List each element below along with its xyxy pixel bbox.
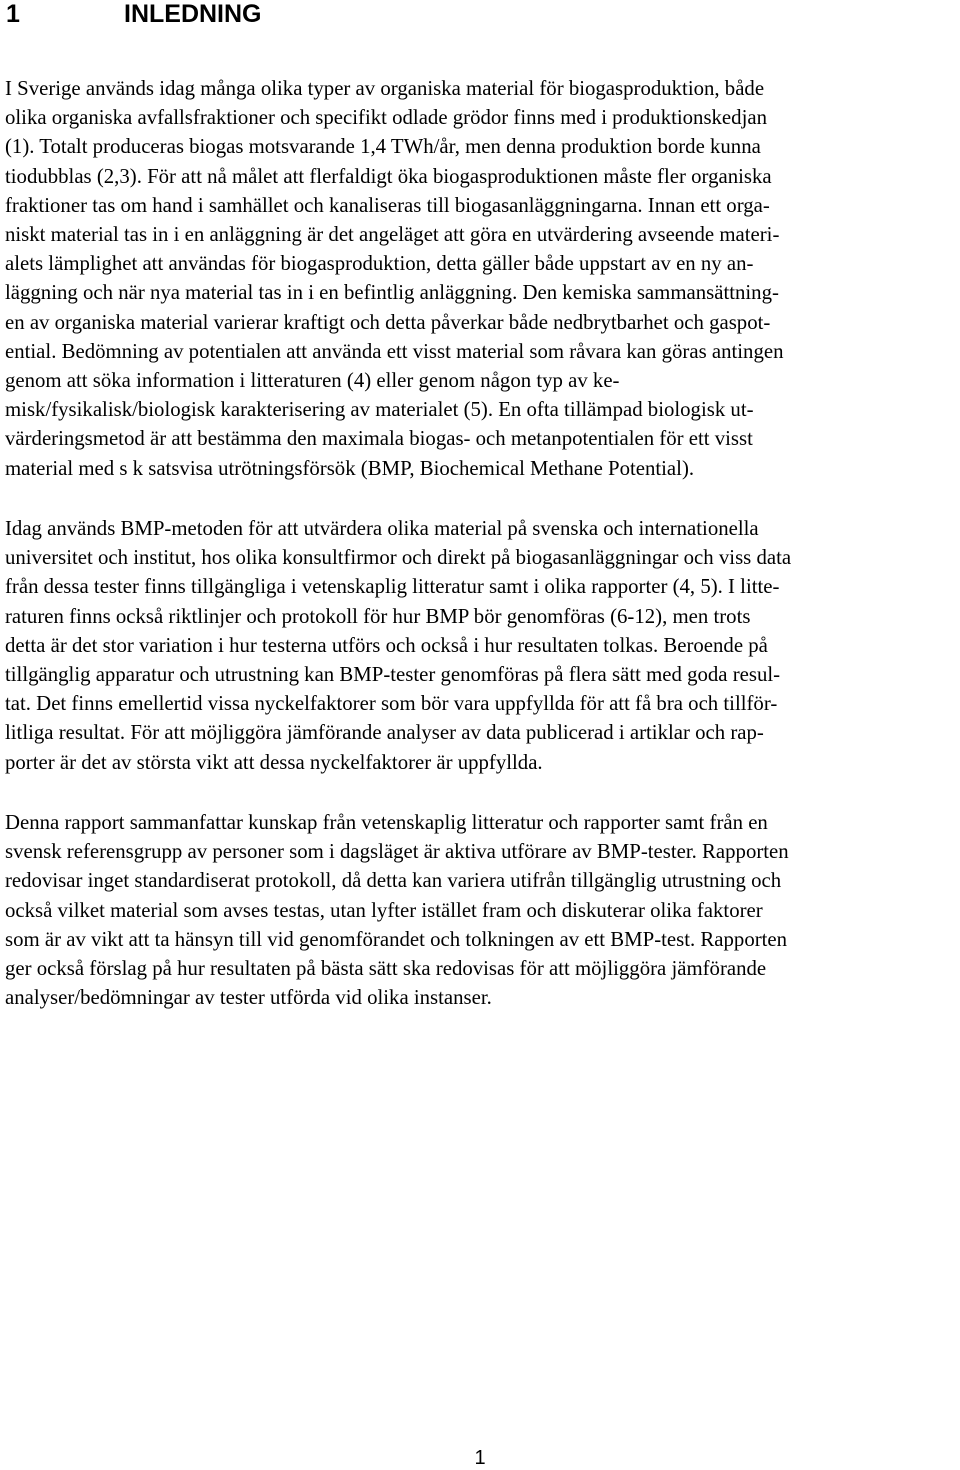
text-line: Idag används BMP-metoden för att utvärdera olika material på svenska och internationella: [5, 517, 759, 540]
text-line: I Sverige används idag många olika typer av organiska material för biogasproduktion, både: [5, 77, 765, 100]
chapter-title: INLEDNING: [124, 0, 262, 28]
chapter-heading: [6, 0, 262, 32]
text-line: detta är det stor variation i hur testerna utförs och också i hur resultaten tolkas. Beroende på: [5, 633, 768, 657]
text-line: fraktioner tas om hand i samhället och kanaliseras till biogasanläggningarna. Innan ett orga-: [5, 193, 770, 217]
text-line: också vilket material som avses testas, utan lyfter istället fram och diskuterar olika faktorer: [5, 898, 763, 922]
text-line: en av organiska material varierar kraftigt och detta påverkar både nedbrytbarhet och gaspot-: [5, 310, 771, 334]
text-line: alets lämplighet att användas för biogasproduktion, detta gäller både uppstart av en ny an-: [5, 252, 754, 276]
text-line: ger också förslag på hur resultaten på bästa sätt ska redovisas för att möjliggöra jämförande: [5, 957, 767, 981]
text-line: misk/fysikalisk/biologisk karakterisering av materialet (5). En ofta tillämpad biologisk ut-: [5, 398, 754, 422]
text-line: genom att söka information i litteraturen (4) eller genom någon typ av ke-: [5, 369, 620, 393]
text-line: från dessa tester finns tillgängliga i vetenskaplig litteratur samt i olika rapporter (4, 5). I litte-: [5, 575, 780, 599]
text-line: som är av vikt att ta hänsyn till vid genomförandet och tolkningen av ett BMP-test. Rapporten: [5, 927, 788, 951]
text-line: analyser/bedömningar av tester utförda vid olika instanser.: [5, 986, 492, 1010]
text-line: porter är det av största vikt att dessa nyckelfaktorer är uppfyllda.: [5, 750, 543, 774]
text-line: Denna rapport sammanfattar kunskap från vetenskaplig litteratur och rapporter samt från en: [5, 811, 768, 834]
text-line: universitet och institut, hos olika konsultfirmor och direkt på biogasanläggningar och viss data: [5, 546, 792, 570]
text-line: raturen finns också riktlinjer och protokoll för hur BMP bör genomföras (6-12), men trots: [5, 604, 751, 628]
paragraph-3: [5, 808, 955, 1012]
text-line: litliga resultat. För att möjliggöra jämförande analyser av data publicerad i artiklar och rap-: [5, 721, 764, 745]
chapter-number: 1: [6, 0, 20, 28]
paragraph-1: [5, 74, 955, 483]
text-line: värderingsmetod är att bestämma den maximala biogas- och metanpotentialen för ett visst: [5, 427, 753, 451]
text-line: (1). Totalt produceras biogas motsvarande 1,4 TWh/år, men denna produktion borde kunna: [5, 135, 761, 159]
text-line: tillgänglig apparatur och utrustning kan BMP-tester genomföras på flera sätt med goda resul-: [5, 663, 781, 687]
text-line: niskt material tas in i en anläggning är det angeläget att göra en utvärdering avseende materi-: [5, 223, 780, 247]
text-line: tiodubblas (2,3). För att nå målet att flerfaldigt öka biogasproduktionen måste fler organiska: [5, 164, 772, 188]
text-line: olika organiska avfallsfraktioner och specifikt odlade grödor finns med i produktionskedjan: [5, 106, 767, 130]
text-line: tat. Det finns emellertid vissa nyckelfaktorer som bör vara uppfyllda för att få bra och tillför-: [5, 692, 778, 716]
text-line: redovisar inget standardiserat protokoll, då detta kan variera utifrån tillgänglig utrustning och: [5, 869, 782, 893]
page-number: 1: [474, 1447, 486, 1469]
text-line: läggning och när nya material tas in i en befintlig anläggning. Den kemiska sammansättning-: [5, 281, 779, 305]
paragraph-2: [5, 514, 955, 777]
text-line: material med s k satsvisa utrötningsförsök (BMP, Biochemical Methane Potential).: [5, 456, 695, 480]
text-line: svensk referensgrupp av personer som i dagsläget är aktiva utförare av BMP-tester. Rapporten: [5, 840, 789, 864]
text-line: ential. Bedömning av potentialen att använda ett visst material som råvara kan göras antingen: [5, 339, 784, 363]
